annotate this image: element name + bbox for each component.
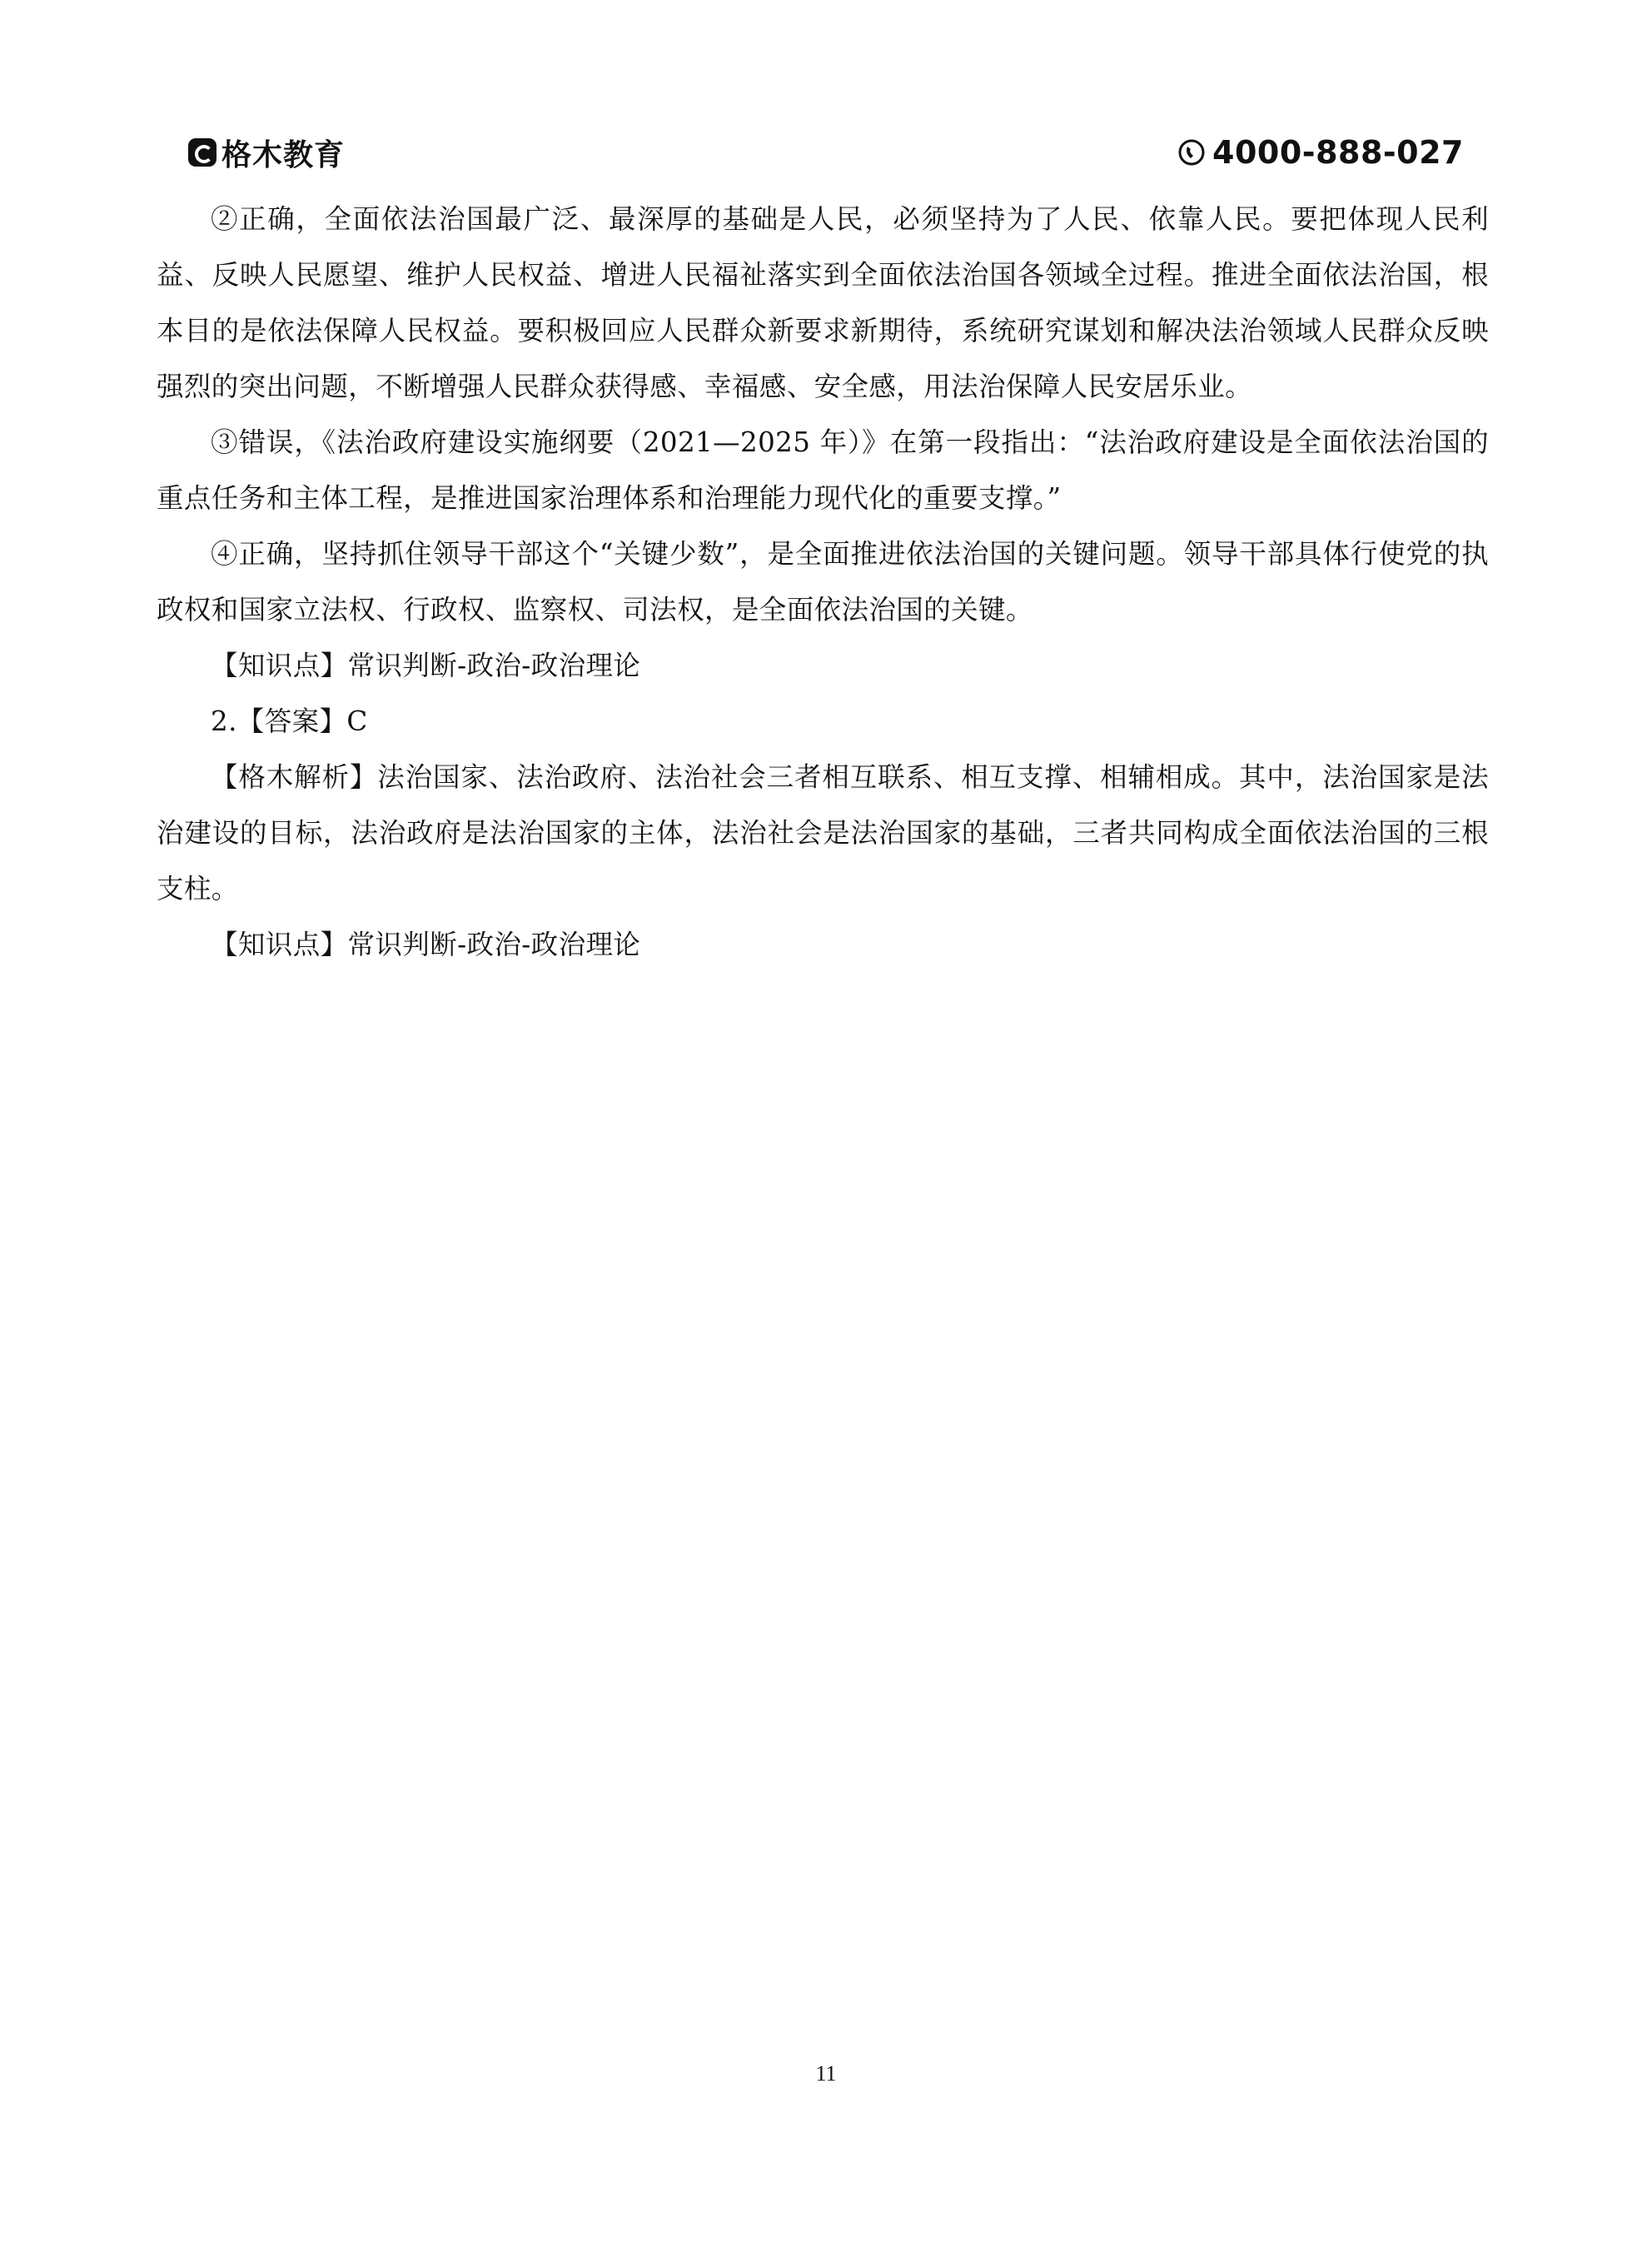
logo-icon: [188, 138, 216, 167]
analysis-paragraph: 【格木解析】法治国家、法治政府、法治社会三者相互联系、相互支撑、相辅相成。其中，法治国家是法治建设的目标，法治政府是法治国家的主体，法治社会是法治国家的基础，三者共同构成全面依法治国的三根支柱。: [157, 761, 1489, 905]
document-body: [157, 192, 1489, 973]
logo-text: 格木教育: [221, 137, 346, 172]
page-number: 11: [815, 2061, 837, 2086]
answer-line: 2.【答案】C: [211, 705, 368, 737]
page-header: [188, 132, 1464, 173]
paragraph-item-4-correct: ④正确，坚持抓住领导干部这个“关键少数”，是全面推进依法治国的关键问题。领导干部具体行使党的执政权和国家立法权、行政权、监察权、司法权，是全面依法治国的关键。: [157, 538, 1489, 626]
knowledge-point: 【知识点】常识判断-政治-政治理论: [211, 929, 641, 960]
phone-number: 4000-888-027: [1212, 134, 1464, 171]
phone-contact: [1177, 132, 1464, 173]
logo: [188, 132, 345, 173]
paragraph-item-2-correct: ②正确，全面依法治国最广泛、最深厚的基础是人民，必须坚持为了人民、依靠人民。要把体现人民利益、反映人民愿望、维护人民权益、增进人民福祉落实到全面依法治国各领域全过程。推进全面依法治国，根本目的是依法保障人民权益。要积极回应人民群众新要求新期待，系统研究谋划和解决法治领域人民群众反映强烈的突出问题，不断增强人民群众获得感、幸福感、安全感，用法治保障人民安居乐业。: [157, 203, 1489, 402]
phone-icon: [1177, 138, 1206, 167]
knowledge-point: 【知识点】常识判断-政治-政治理论: [211, 650, 641, 681]
paragraph-item-3-wrong: ③错误，《法治政府建设实施纲要（2021—2025 年）》在第一段指出：“法治政府建设是全面依法治国的重点任务和主体工程，是推进国家治理体系和治理能力现代化的重要支撑。”: [157, 426, 1489, 514]
